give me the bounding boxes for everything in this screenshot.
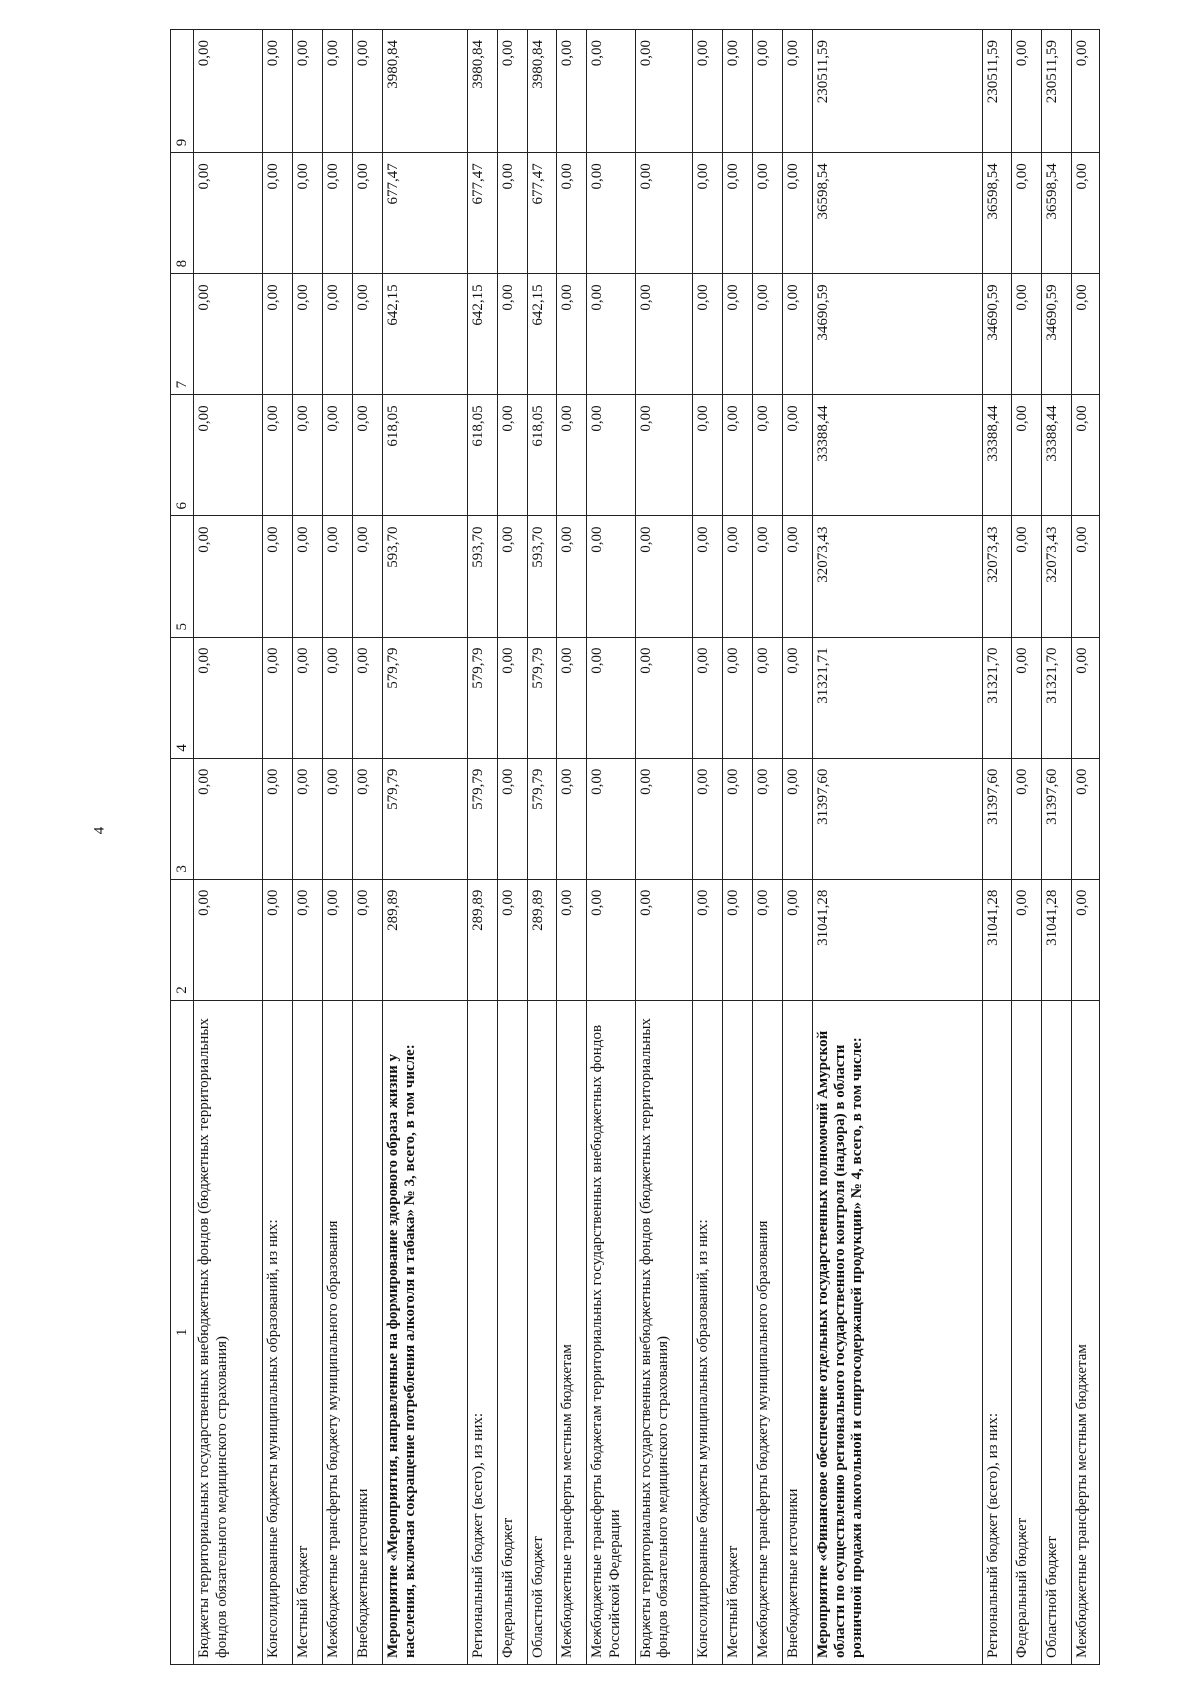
- value-cell: 0,00: [322, 637, 352, 758]
- row-label: Внебюджетные источники: [352, 1000, 382, 1664]
- value-cell: 0,00: [497, 758, 527, 879]
- value-cell: 0,00: [587, 758, 635, 879]
- value-cell: 0,00: [752, 153, 782, 274]
- table-row: [812, 30, 982, 1665]
- value-cell: 0,00: [587, 30, 635, 153]
- value-cell: 33388,44: [1042, 395, 1072, 516]
- value-cell: 0,00: [635, 153, 692, 274]
- value-cell: 0,00: [194, 274, 263, 395]
- value-cell: 642,15: [382, 274, 467, 395]
- value-cell: 0,00: [693, 274, 723, 395]
- value-cell: 0,00: [352, 395, 382, 516]
- value-cell: 230511,59: [1042, 30, 1072, 153]
- value-cell: 0,00: [322, 153, 352, 274]
- value-cell: 618,05: [467, 395, 497, 516]
- table-row: [263, 30, 293, 1665]
- value-cell: 0,00: [322, 758, 352, 879]
- value-cell: 0,00: [263, 879, 293, 1000]
- value-cell: 0,00: [587, 153, 635, 274]
- value-cell: 31397,60: [812, 758, 982, 879]
- value-cell: 0,00: [263, 153, 293, 274]
- value-cell: 0,00: [752, 879, 782, 1000]
- value-cell: 36598,54: [812, 153, 982, 274]
- value-cell: 3980,84: [467, 30, 497, 153]
- value-cell: 36598,54: [1042, 153, 1072, 274]
- value-cell: 0,00: [557, 879, 587, 1000]
- value-cell: 0,00: [352, 153, 382, 274]
- value-cell: 0,00: [194, 758, 263, 879]
- row-label: Областной бюджет: [527, 1000, 557, 1664]
- value-cell: 0,00: [293, 758, 323, 879]
- value-cell: 579,79: [527, 637, 557, 758]
- value-cell: 642,15: [467, 274, 497, 395]
- value-cell: 0,00: [1012, 274, 1042, 395]
- value-cell: 0,00: [693, 637, 723, 758]
- value-cell: 0,00: [497, 516, 527, 637]
- value-cell: 618,05: [527, 395, 557, 516]
- table-row: [1012, 30, 1042, 1665]
- value-cell: 0,00: [322, 274, 352, 395]
- value-cell: 0,00: [497, 637, 527, 758]
- value-cell: 33388,44: [982, 395, 1012, 516]
- value-cell: 0,00: [557, 637, 587, 758]
- value-cell: 579,79: [467, 637, 497, 758]
- value-cell: 0,00: [194, 637, 263, 758]
- value-cell: 36598,54: [982, 153, 1012, 274]
- value-cell: 642,15: [527, 274, 557, 395]
- value-cell: 0,00: [635, 274, 692, 395]
- row-label: Федеральный бюджет: [497, 1000, 527, 1664]
- column-header: 2: [171, 879, 194, 1000]
- value-cell: 0,00: [263, 516, 293, 637]
- rotated-table-container: [170, 29, 1100, 1665]
- value-cell: 0,00: [263, 637, 293, 758]
- value-cell: 0,00: [693, 516, 723, 637]
- value-cell: 31321,71: [812, 637, 982, 758]
- value-cell: 0,00: [293, 516, 323, 637]
- value-cell: 0,00: [693, 879, 723, 1000]
- value-cell: 31041,28: [982, 879, 1012, 1000]
- value-cell: 0,00: [293, 274, 323, 395]
- value-cell: 0,00: [497, 30, 527, 153]
- value-cell: 0,00: [497, 879, 527, 1000]
- value-cell: 0,00: [557, 516, 587, 637]
- value-cell: 0,00: [194, 153, 263, 274]
- table-row: [557, 30, 587, 1665]
- value-cell: 3980,84: [527, 30, 557, 153]
- value-cell: 0,00: [322, 395, 352, 516]
- table-row: [293, 30, 323, 1665]
- row-label: Региональный бюджет (всего), из них:: [982, 1000, 1012, 1664]
- value-cell: 0,00: [693, 153, 723, 274]
- value-cell: 0,00: [352, 758, 382, 879]
- value-cell: 0,00: [722, 395, 752, 516]
- value-cell: 31041,28: [1042, 879, 1072, 1000]
- value-cell: 0,00: [1072, 758, 1100, 879]
- value-cell: 0,00: [722, 153, 752, 274]
- row-label: Мероприятие «Финансовое обеспечение отдельных государственных полномочий Амурской области по осуществлению регионального государственного контроля (надзора) в области розничной продажи алкогольной и спиртосодержащей продукции» № 4, всего, в том числе:: [812, 1000, 982, 1664]
- value-cell: 230511,59: [982, 30, 1012, 153]
- row-label: Межбюджетные трансферты бюджетам территориальных государственных внебюджетных фондов Российской Федерации: [587, 1000, 635, 1664]
- value-cell: 33388,44: [812, 395, 982, 516]
- value-cell: 0,00: [635, 395, 692, 516]
- value-cell: 0,00: [752, 30, 782, 153]
- value-cell: 0,00: [722, 879, 752, 1000]
- row-label: Мероприятие «Мероприятия, направленные на формирование здорового образа жизни у населения, включая сокращение потребления алкоголя и табака» № 3, всего, в том числе:: [382, 1000, 467, 1664]
- value-cell: 0,00: [322, 30, 352, 153]
- value-cell: 579,79: [527, 758, 557, 879]
- value-cell: 0,00: [497, 274, 527, 395]
- table-row: [382, 30, 467, 1665]
- value-cell: 0,00: [263, 758, 293, 879]
- value-cell: 31397,60: [982, 758, 1012, 879]
- value-cell: 0,00: [587, 516, 635, 637]
- value-cell: 34690,59: [1042, 274, 1072, 395]
- value-cell: 0,00: [1012, 395, 1042, 516]
- value-cell: 32073,43: [1042, 516, 1072, 637]
- value-cell: 0,00: [693, 395, 723, 516]
- value-cell: 0,00: [1072, 879, 1100, 1000]
- value-cell: 0,00: [293, 30, 323, 153]
- value-cell: 0,00: [322, 516, 352, 637]
- value-cell: 579,79: [382, 637, 467, 758]
- row-label: Межбюджетные трансферты местным бюджетам: [557, 1000, 587, 1664]
- value-cell: 0,00: [352, 274, 382, 395]
- row-label: Бюджеты территориальных государственных внебюджетных фондов (бюджетных территориальных фондов обязательного медицинского страхования): [194, 1000, 263, 1664]
- value-cell: 0,00: [782, 30, 812, 153]
- value-cell: 0,00: [263, 395, 293, 516]
- value-cell: 677,47: [467, 153, 497, 274]
- table-row: [722, 30, 752, 1665]
- table-row: [322, 30, 352, 1665]
- value-cell: 0,00: [722, 30, 752, 153]
- column-header: 5: [171, 516, 194, 637]
- value-cell: 31397,60: [1042, 758, 1072, 879]
- table-row: [587, 30, 635, 1665]
- table-row: [635, 30, 692, 1665]
- value-cell: 0,00: [1072, 395, 1100, 516]
- value-cell: 0,00: [782, 879, 812, 1000]
- value-cell: 0,00: [293, 637, 323, 758]
- value-cell: 0,00: [782, 758, 812, 879]
- row-label: Консолидированные бюджеты муниципальных образований, из них:: [693, 1000, 723, 1664]
- table-row: [752, 30, 782, 1665]
- table-row: [467, 30, 497, 1665]
- table-row: [527, 30, 557, 1665]
- row-label: Региональный бюджет (всего), из них:: [467, 1000, 497, 1664]
- value-cell: 0,00: [1012, 516, 1042, 637]
- value-cell: 0,00: [557, 153, 587, 274]
- value-cell: 289,89: [382, 879, 467, 1000]
- value-cell: 0,00: [587, 274, 635, 395]
- row-label: Областной бюджет: [1042, 1000, 1072, 1664]
- value-cell: 0,00: [782, 395, 812, 516]
- value-cell: 0,00: [352, 30, 382, 153]
- table-row: [782, 30, 812, 1665]
- value-cell: 31321,70: [982, 637, 1012, 758]
- value-cell: 0,00: [263, 30, 293, 153]
- value-cell: 0,00: [194, 30, 263, 153]
- value-cell: 0,00: [1072, 153, 1100, 274]
- value-cell: 0,00: [293, 879, 323, 1000]
- value-cell: 0,00: [1012, 30, 1042, 153]
- value-cell: 0,00: [352, 879, 382, 1000]
- value-cell: 0,00: [263, 274, 293, 395]
- value-cell: 0,00: [752, 395, 782, 516]
- value-cell: 0,00: [497, 395, 527, 516]
- budget-table: [170, 29, 1100, 1665]
- value-cell: 32073,43: [812, 516, 982, 637]
- row-label: Внебюджетные источники: [782, 1000, 812, 1664]
- value-cell: 0,00: [1072, 30, 1100, 153]
- value-cell: 0,00: [322, 879, 352, 1000]
- value-cell: 593,70: [527, 516, 557, 637]
- value-cell: 0,00: [635, 879, 692, 1000]
- value-cell: 0,00: [722, 516, 752, 637]
- value-cell: 0,00: [1012, 153, 1042, 274]
- row-label: Межбюджетные трансферты местным бюджетам: [1072, 1000, 1100, 1664]
- value-cell: 0,00: [752, 637, 782, 758]
- value-cell: 579,79: [467, 758, 497, 879]
- value-cell: 618,05: [382, 395, 467, 516]
- value-cell: 579,79: [382, 758, 467, 879]
- row-label: Федеральный бюджет: [1012, 1000, 1042, 1664]
- value-cell: 0,00: [752, 274, 782, 395]
- value-cell: 0,00: [782, 153, 812, 274]
- value-cell: 32073,43: [982, 516, 1012, 637]
- value-cell: 230511,59: [812, 30, 982, 153]
- value-cell: 0,00: [635, 516, 692, 637]
- value-cell: 0,00: [782, 274, 812, 395]
- value-cell: 0,00: [352, 637, 382, 758]
- table-body: [171, 30, 1100, 1665]
- column-header: 1: [171, 1000, 194, 1664]
- value-cell: 0,00: [752, 516, 782, 637]
- value-cell: 0,00: [722, 637, 752, 758]
- value-cell: 0,00: [722, 758, 752, 879]
- value-cell: 34690,59: [982, 274, 1012, 395]
- value-cell: 0,00: [1012, 879, 1042, 1000]
- value-cell: 0,00: [293, 395, 323, 516]
- value-cell: 0,00: [722, 274, 752, 395]
- value-cell: 0,00: [635, 30, 692, 153]
- page-number: 4: [91, 826, 108, 835]
- table-row: [1042, 30, 1072, 1665]
- value-cell: 31321,70: [1042, 637, 1072, 758]
- value-cell: 0,00: [1072, 274, 1100, 395]
- value-cell: 3980,84: [382, 30, 467, 153]
- column-header: 8: [171, 153, 194, 274]
- value-cell: 0,00: [194, 879, 263, 1000]
- column-header: 7: [171, 274, 194, 395]
- value-cell: 677,47: [527, 153, 557, 274]
- value-cell: 34690,59: [812, 274, 982, 395]
- row-label: Консолидированные бюджеты муниципальных образований, из них:: [263, 1000, 293, 1664]
- row-label: Бюджеты территориальных государственных внебюджетных фондов (бюджетных территориальных фондов обязательного медицинского страхования): [635, 1000, 692, 1664]
- value-cell: 0,00: [557, 30, 587, 153]
- value-cell: 0,00: [1012, 758, 1042, 879]
- row-label: Межбюджетные трансферты бюджету муниципального образования: [322, 1000, 352, 1664]
- value-cell: 0,00: [635, 758, 692, 879]
- table-row: [497, 30, 527, 1665]
- value-cell: 0,00: [1072, 637, 1100, 758]
- table-row: [194, 30, 263, 1665]
- value-cell: 0,00: [782, 516, 812, 637]
- value-cell: 0,00: [497, 153, 527, 274]
- table-row: [1072, 30, 1100, 1665]
- column-header: 4: [171, 637, 194, 758]
- table-row: [982, 30, 1012, 1665]
- value-cell: 0,00: [1072, 516, 1100, 637]
- value-cell: 289,89: [467, 879, 497, 1000]
- value-cell: 289,89: [527, 879, 557, 1000]
- value-cell: 0,00: [557, 274, 587, 395]
- value-cell: 0,00: [293, 153, 323, 274]
- row-label: Местный бюджет: [722, 1000, 752, 1664]
- row-label: Местный бюджет: [293, 1000, 323, 1664]
- column-header: 3: [171, 758, 194, 879]
- value-cell: 0,00: [782, 637, 812, 758]
- column-header: 9: [171, 30, 194, 153]
- table-row: [693, 30, 723, 1665]
- value-cell: 0,00: [635, 637, 692, 758]
- value-cell: 593,70: [382, 516, 467, 637]
- value-cell: 0,00: [693, 758, 723, 879]
- value-cell: 0,00: [693, 30, 723, 153]
- value-cell: 0,00: [1012, 637, 1042, 758]
- header-row: [171, 30, 194, 1665]
- row-label: Межбюджетные трансферты бюджету муниципального образования: [752, 1000, 782, 1664]
- value-cell: 0,00: [194, 395, 263, 516]
- column-header: 6: [171, 395, 194, 516]
- value-cell: 0,00: [587, 395, 635, 516]
- value-cell: 0,00: [557, 395, 587, 516]
- table-row: [352, 30, 382, 1665]
- value-cell: 0,00: [587, 879, 635, 1000]
- value-cell: 0,00: [194, 516, 263, 637]
- value-cell: 0,00: [752, 758, 782, 879]
- value-cell: 31041,28: [812, 879, 982, 1000]
- value-cell: 677,47: [382, 153, 467, 274]
- value-cell: 0,00: [352, 516, 382, 637]
- value-cell: 593,70: [467, 516, 497, 637]
- value-cell: 0,00: [587, 637, 635, 758]
- value-cell: 0,00: [557, 758, 587, 879]
